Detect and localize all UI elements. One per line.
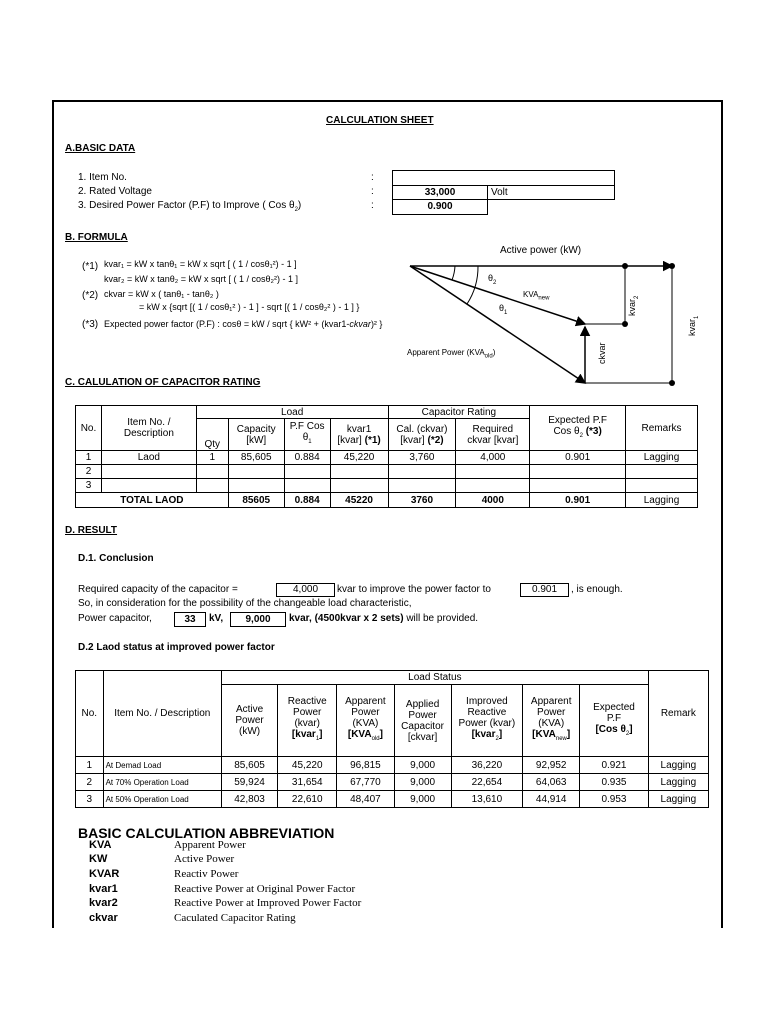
table-row — [76, 479, 698, 493]
col-no: No. — [76, 671, 104, 757]
col-required: Required ckvar [kvar] — [456, 419, 530, 451]
section-b-heading: B. FORMULA — [65, 232, 128, 243]
table-row — [76, 465, 698, 479]
cell — [330, 479, 388, 493]
cell: 22,654 — [451, 774, 522, 791]
rated-voltage-field[interactable]: 33,000 — [392, 185, 488, 200]
item-no-label: 1. Item No. — [78, 172, 127, 183]
col-kvar1: kvar1 [kvar] (*1) — [330, 419, 388, 451]
cell: 2 — [76, 774, 104, 791]
kva-old-vector — [410, 266, 585, 383]
cell: At 50% Operation Load — [103, 791, 221, 808]
cell: 59,924 — [221, 774, 277, 791]
cell — [284, 465, 330, 479]
section-a-heading: A.BASIC DATA — [65, 143, 136, 154]
section-c-heading: C. CALULATION OF CAPACITOR RATING — [65, 377, 261, 388]
cell: 67,770 — [337, 774, 394, 791]
conclusion-heading: D.1. Conclusion — [78, 553, 154, 564]
cell: 0.921 — [580, 757, 648, 774]
cell: 3 — [76, 479, 102, 493]
cell: 85,605 — [221, 757, 277, 774]
item-no-field[interactable] — [392, 170, 615, 186]
desired-pf-field[interactable]: 0.900 — [392, 199, 488, 215]
formula-kvar1: kvar₁ = kW x tanθ₁ = kW x sqrt [ ( 1 / cosθ₁²) - 1 ] — [104, 259, 297, 269]
abbrev-key: ckvar — [89, 912, 118, 924]
cell: 9,000 — [394, 757, 451, 774]
cell: 31,654 — [278, 774, 337, 791]
abbrev-value: Reactiv Power — [174, 868, 239, 880]
col-apparent-power-new: Apparent Power (KVA) $[KVA_{new}]$ — [523, 685, 580, 757]
col-item: Item No. / Description — [103, 671, 221, 757]
cell: 45,220 — [330, 451, 388, 465]
capacitor-rating-table — [75, 405, 698, 508]
col-reactive-power: Reactive Power (kvar) [kvar$_1$] — [278, 685, 337, 757]
cell: 0.901 — [530, 493, 626, 508]
table-row — [76, 774, 709, 791]
cell — [388, 465, 456, 479]
cell — [101, 479, 196, 493]
cell: 45220 — [330, 493, 388, 508]
cell — [626, 465, 698, 479]
cell: 9,000 — [394, 774, 451, 791]
theta2-label: $\theta_2$ — [488, 273, 497, 286]
col-no: No. — [76, 406, 102, 451]
formula-tag-3: (*3) — [82, 319, 99, 330]
formula-kvar2: kvar₂ = kW x tanθ₂ = kW x sqrt [ ( 1 / cosθ₂²) - 1 ] — [104, 274, 299, 284]
cell: 85605 — [228, 493, 284, 508]
conclusion-line-2: So, in consideration for the possibility of the changeable load characteristic, — [78, 598, 412, 609]
cell: 0.953 — [580, 791, 648, 808]
cell — [228, 479, 284, 493]
cell — [456, 479, 530, 493]
col-qty: Qty — [196, 419, 228, 451]
col-group-capacitor: Capacitor Rating — [388, 406, 530, 419]
required-capacity-field[interactable]: 4,000 — [276, 583, 335, 597]
conclusion-line-3b: kvar, (4500kvar x 2 sets) will be provided. — [289, 613, 479, 624]
table-row — [76, 451, 698, 465]
page-title: CALCULATION SHEET — [326, 115, 434, 126]
colon: : — [371, 172, 374, 183]
cell: Lagging — [626, 493, 698, 508]
formula-ckvar-expanded: = kW x {sqrt [( 1 / cosθ₁² ) - 1 ] - sqrt [( 1 / cosθ₂² ) - 1 ] } — [139, 302, 360, 312]
cell — [530, 465, 626, 479]
kvar1-label: kvar$_1$ — [687, 315, 700, 336]
cell: 0.935 — [580, 774, 648, 791]
col-capacity: Capacity [kW] — [228, 419, 284, 451]
formula-ckvar: ckvar = kW x ( tanθ₁ - tanθ₂ ) — [104, 289, 219, 299]
conclusion-line-3a: Power capacitor, — [78, 613, 152, 624]
load-status-table — [75, 670, 709, 808]
abbrev-key: KVA — [89, 839, 112, 851]
cell — [228, 465, 284, 479]
col-apparent-power-old: Apparent Power (KVA) $[KVA_{old}]$ — [337, 685, 394, 757]
cell: 0.901 — [530, 451, 626, 465]
cell: At 70% Operation Load — [103, 774, 221, 791]
conclusion-line-1b: kvar to improve the power factor to — [337, 584, 491, 595]
col-group-load-status: Load Status — [221, 671, 648, 685]
cell — [284, 479, 330, 493]
cell: 22,610 — [278, 791, 337, 808]
cell: 44,914 — [523, 791, 580, 808]
cell: 36,220 — [451, 757, 522, 774]
cell — [330, 465, 388, 479]
cell: 2 — [76, 465, 102, 479]
active-power-label: Active power (kW) — [500, 245, 582, 256]
cell: Lagging — [648, 757, 708, 774]
cell — [196, 465, 228, 479]
table-row — [76, 757, 709, 774]
load-status-heading: D.2 Laod status at improved power factor — [78, 642, 275, 653]
cell: Lagging — [648, 791, 708, 808]
abbrev-value: Active Power — [174, 853, 235, 865]
cell: 1 — [76, 451, 102, 465]
col-applied-capacitor: Applied Power Capacitor [ckvar] — [394, 685, 451, 757]
rated-voltage-label: 2. Rated Voltage — [78, 186, 152, 197]
cell: 42,803 — [221, 791, 277, 808]
cell: Laod — [101, 451, 196, 465]
conclusion-line-1c: , is enough. — [571, 584, 623, 595]
desired-pf-label: 3. Desired Power Factor (P.F) to Improve ( Cos $\theta_2$) — [78, 200, 302, 213]
cell — [456, 465, 530, 479]
formula-expected-pf: Expected power factor (P.F) : cosθ = kW / sqrt { kW² + (kvar1-ckvar)² } — [104, 319, 383, 329]
formula-tag-2: (*2) — [82, 290, 99, 301]
cell: 4,000 — [456, 451, 530, 465]
voltage-unit: Volt — [487, 185, 615, 200]
conclusion-line-1a: Required capacity of the capacitor = — [78, 584, 238, 595]
section-d-heading: D. RESULT — [65, 525, 118, 536]
kva-new-label: $KVA_{new}$ — [523, 290, 550, 302]
table-row — [76, 791, 709, 808]
kva-new-vector — [410, 266, 585, 324]
cell: 0.884 — [284, 451, 330, 465]
cell: 48,407 — [337, 791, 394, 808]
cell — [388, 479, 456, 493]
cell — [196, 479, 228, 493]
col-expected-pf: Expected P.F Cos $\theta_2$ (*3) — [530, 406, 626, 451]
abbrev-key: kvar2 — [89, 897, 118, 909]
cell: 9,000 — [394, 791, 451, 808]
theta1-label: $\theta_1$ — [499, 303, 508, 316]
cell: 1 — [196, 451, 228, 465]
cell: 92,952 — [523, 757, 580, 774]
cell — [626, 479, 698, 493]
col-item: Item No. / Description — [101, 406, 196, 451]
cell: 4000 — [456, 493, 530, 508]
capacitor-kvar-field[interactable]: 9,000 — [230, 612, 286, 627]
col-remarks: Remarks — [626, 406, 698, 451]
abbreviation-heading: BASIC CALCULATION ABBREVIATION — [78, 825, 335, 841]
col-pf: P.F Cos $\theta_1$ — [284, 419, 330, 451]
cell: 85,605 — [228, 451, 284, 465]
cell: 3 — [76, 791, 104, 808]
cell: At Demad Load — [103, 757, 221, 774]
abbrev-value: Reactive Power at Original Power Factor — [174, 883, 356, 895]
cell: 0.884 — [284, 493, 330, 508]
improved-pf-field[interactable]: 0.901 — [520, 583, 569, 597]
cell: 3,760 — [388, 451, 456, 465]
col-expected-pf: Expected P.F [Cos $\theta_2$] — [580, 685, 648, 757]
kvar2-label: kvar$_2$ — [627, 295, 640, 316]
abbrev-value: Apparent Power — [174, 839, 246, 851]
cell: 3760 — [388, 493, 456, 508]
total-row — [76, 493, 698, 508]
abbrev-key: KW — [89, 853, 108, 865]
cell: 64,063 — [523, 774, 580, 791]
ckvar-label: ckvar — [597, 342, 607, 364]
abbrev-value: Caculated Capacitor Rating — [174, 912, 296, 924]
cell: Lagging — [648, 774, 708, 791]
col-group-load: Load — [196, 406, 388, 419]
abbrev-value: Reactive Power at Improved Power Factor — [174, 897, 362, 909]
apparent-power-label: Apparent Power $(KVA_{old})$ — [407, 348, 496, 360]
kv-unit: kV, — [209, 613, 224, 624]
col-cal: Cal. (ckvar) [kvar] (*2) — [388, 419, 456, 451]
power-triangle-diagram — [400, 240, 700, 390]
cell: 45,220 — [278, 757, 337, 774]
cell: 96,815 — [337, 757, 394, 774]
cell — [530, 479, 626, 493]
capacitor-kv-field[interactable]: 33 — [174, 612, 206, 627]
cell: Lagging — [626, 451, 698, 465]
colon: : — [371, 200, 374, 211]
col-remark: Remark — [648, 671, 708, 757]
col-improved-reactive: Improved Reactive Power (kvar) [kvar$_2$] — [451, 685, 522, 757]
total-label: TOTAL LAOD — [76, 493, 229, 508]
cell: 13,610 — [451, 791, 522, 808]
abbrev-key: kvar1 — [89, 883, 118, 895]
col-active-power: Active Power (kW) — [221, 685, 277, 757]
cell: 1 — [76, 757, 104, 774]
colon: : — [371, 186, 374, 197]
formula-tag-1: (*1) — [82, 261, 99, 272]
abbrev-key: KVAR — [89, 868, 120, 880]
cell — [101, 465, 196, 479]
